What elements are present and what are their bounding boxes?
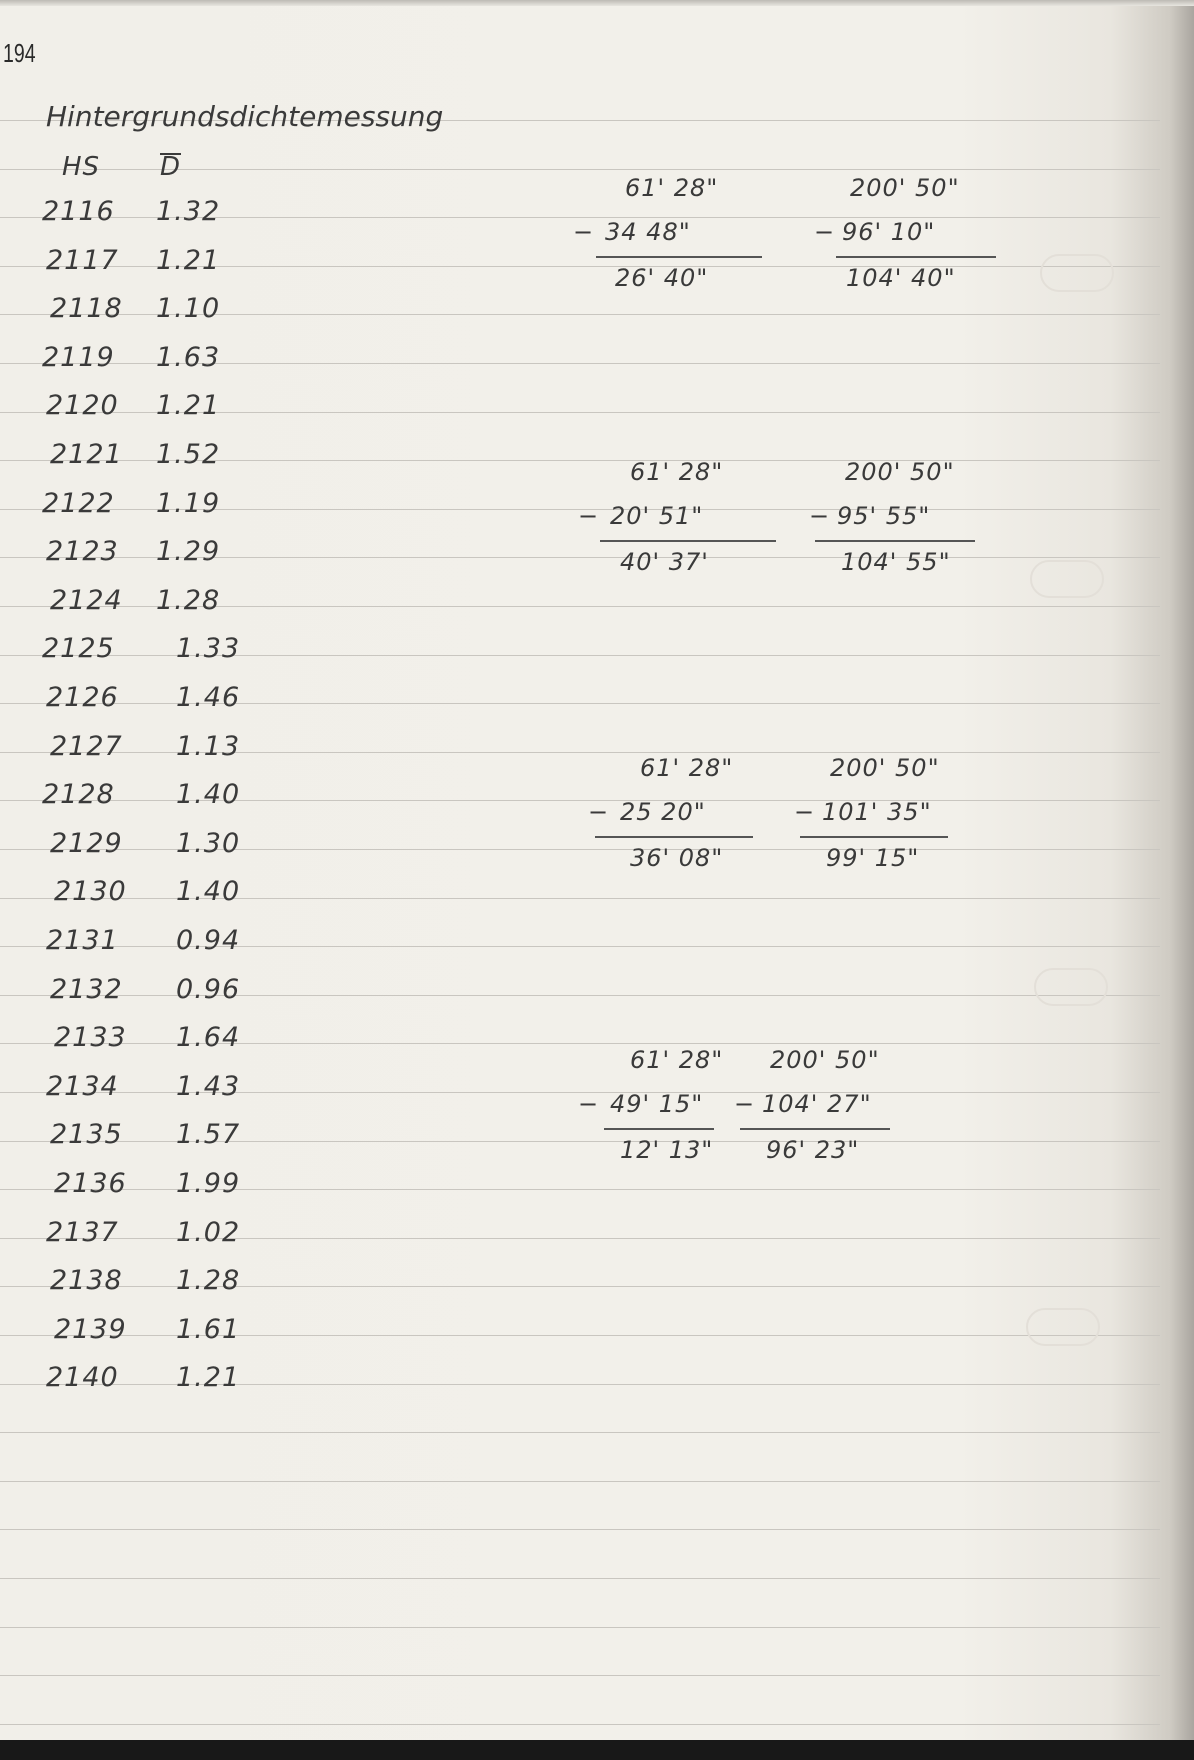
hs-value: 2138	[50, 1265, 123, 1296]
density-value: 1.52	[156, 439, 221, 470]
ruled-line	[0, 1432, 1160, 1433]
right-minuend: 200' 50"	[770, 1046, 880, 1074]
density-value: 1.28	[156, 585, 221, 616]
sum-line	[740, 1128, 890, 1130]
density-value: 1.21	[156, 245, 221, 276]
left-result: 26' 40"	[615, 264, 709, 292]
right-minuend: 200' 50"	[850, 174, 960, 202]
density-value: 1.57	[176, 1119, 241, 1150]
density-value: 1.19	[156, 488, 221, 519]
sum-line	[836, 256, 996, 258]
minus-sign: −	[573, 218, 595, 246]
ruled-line	[0, 849, 1160, 850]
ruled-line	[0, 1141, 1160, 1142]
density-value: 1.99	[176, 1168, 241, 1199]
hs-value: 2135	[50, 1119, 123, 1150]
ruled-line	[0, 1724, 1160, 1725]
hs-value: 2124	[50, 585, 123, 616]
left-subtrahend: 34 48"	[605, 218, 691, 246]
left-result: 36' 08"	[630, 844, 724, 872]
density-value: 0.96	[176, 974, 241, 1005]
density-value: 1.40	[176, 779, 241, 810]
left-minuend: 61' 28"	[625, 174, 719, 202]
left-minuend: 61' 28"	[630, 1046, 724, 1074]
minus-sign: −	[588, 798, 610, 826]
ruled-line	[0, 1627, 1160, 1628]
show-through-mark	[1040, 254, 1114, 292]
hs-value: 2118	[50, 293, 123, 324]
hs-value: 2126	[46, 682, 119, 713]
right-subtrahend: 96' 10"	[842, 218, 936, 246]
ruled-line	[0, 703, 1160, 704]
left-subtrahend: 49' 15"	[610, 1090, 704, 1118]
right-result: 96' 23"	[766, 1136, 860, 1164]
hs-value: 2140	[46, 1362, 119, 1393]
hs-value: 2116	[42, 196, 115, 227]
sum-line	[815, 540, 975, 542]
density-value: 1.28	[176, 1265, 241, 1296]
density-value: 1.33	[176, 633, 241, 664]
left-result: 12' 13"	[620, 1136, 714, 1164]
ruled-line	[0, 1675, 1160, 1676]
ruled-line	[0, 1529, 1160, 1530]
ruled-line	[0, 946, 1160, 947]
density-value: 1.63	[156, 342, 221, 373]
ruled-line	[0, 1286, 1160, 1287]
minus-sign: −	[794, 798, 816, 826]
minus-sign: −	[578, 1090, 600, 1118]
minus-sign: −	[734, 1090, 756, 1118]
minus-sign: −	[578, 502, 600, 530]
right-subtrahend: 101' 35"	[822, 798, 932, 826]
hs-value: 2137	[46, 1217, 119, 1248]
hs-value: 2127	[50, 731, 123, 762]
right-subtrahend: 95' 55"	[837, 502, 931, 530]
density-value: 1.40	[176, 876, 241, 907]
density-value: 1.21	[176, 1362, 241, 1393]
density-value: 1.32	[156, 196, 221, 227]
left-minuend: 61' 28"	[640, 754, 734, 782]
ruled-line	[0, 1384, 1160, 1385]
density-value: 0.94	[176, 925, 241, 956]
hs-value: 2122	[42, 488, 115, 519]
hs-value: 2133	[54, 1022, 127, 1053]
column-header-hs: HS	[62, 152, 101, 182]
hs-value: 2132	[50, 974, 123, 1005]
ruled-line	[0, 1189, 1160, 1190]
left-subtrahend: 25 20"	[620, 798, 706, 826]
right-result: 99' 15"	[826, 844, 920, 872]
hs-value: 2129	[50, 828, 123, 859]
density-value: 1.10	[156, 293, 221, 324]
sum-line	[600, 540, 776, 542]
ruled-line	[0, 1043, 1160, 1044]
right-subtrahend: 104' 27"	[762, 1090, 872, 1118]
hs-value: 2128	[42, 779, 115, 810]
density-value: 1.30	[176, 828, 241, 859]
minus-sign: −	[814, 218, 836, 246]
hs-value: 2117	[46, 245, 119, 276]
scan-border	[0, 1740, 1194, 1760]
hs-value: 2130	[54, 876, 127, 907]
left-result: 40' 37'	[620, 548, 709, 576]
hs-value: 2136	[54, 1168, 127, 1199]
show-through-mark	[1030, 560, 1104, 598]
ruled-line	[0, 1238, 1160, 1239]
column-header-d-label: D	[160, 152, 182, 182]
hs-value: 2134	[46, 1071, 119, 1102]
ruled-line	[0, 752, 1160, 753]
density-value: 1.43	[176, 1071, 241, 1102]
left-subtrahend: 20' 51"	[610, 502, 704, 530]
right-minuend: 200' 50"	[830, 754, 940, 782]
density-value: 1.02	[176, 1217, 241, 1248]
left-minuend: 61' 28"	[630, 458, 724, 486]
show-through-mark	[1026, 1308, 1100, 1346]
ruled-line	[0, 898, 1160, 899]
hs-value: 2139	[54, 1314, 127, 1345]
hs-value: 2131	[46, 925, 119, 956]
sum-line	[595, 836, 753, 838]
hs-value: 2121	[50, 439, 123, 470]
hs-value: 2125	[42, 633, 115, 664]
right-result: 104' 55"	[841, 548, 951, 576]
sum-line	[800, 836, 948, 838]
ruled-line	[0, 655, 1160, 656]
right-result: 104' 40"	[846, 264, 956, 292]
density-value: 1.61	[176, 1314, 241, 1345]
hs-value: 2119	[42, 342, 115, 373]
right-minuend: 200' 50"	[845, 458, 955, 486]
ruled-line	[0, 1578, 1160, 1579]
ruled-line	[0, 995, 1160, 996]
density-value: 1.29	[156, 536, 221, 567]
ruled-line	[0, 800, 1160, 801]
hs-value: 2123	[46, 536, 119, 567]
show-through-mark	[1034, 968, 1108, 1006]
minus-sign: −	[809, 502, 831, 530]
page-number: 194	[3, 38, 36, 68]
ruled-line	[0, 1481, 1160, 1482]
page-title: Hintergrundsdichtemessung	[46, 100, 444, 133]
density-value: 1.64	[176, 1022, 241, 1053]
density-value: 1.21	[156, 390, 221, 421]
density-value: 1.46	[176, 682, 241, 713]
sum-line	[604, 1128, 714, 1130]
sum-line	[596, 256, 762, 258]
hs-value: 2120	[46, 390, 119, 421]
density-value: 1.13	[176, 731, 241, 762]
ruled-line	[0, 1335, 1160, 1336]
column-header-d	[160, 152, 181, 182]
